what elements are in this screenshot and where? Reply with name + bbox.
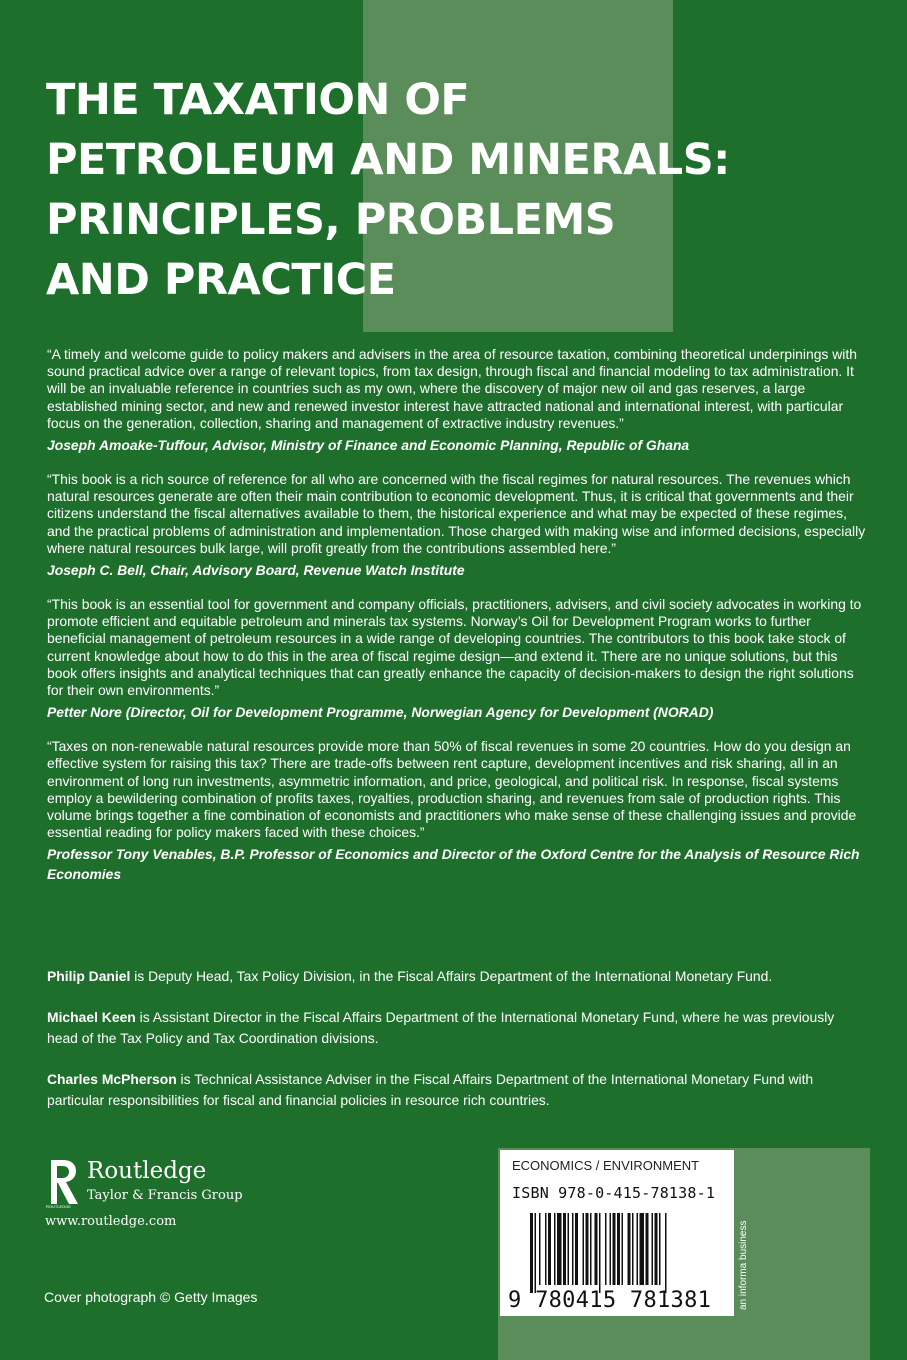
barcode-bar	[568, 1213, 570, 1285]
endorsement-text: “This book is a rich source of reference for all who are concerned with the fiscal regimes for natural resources. The revenues which natural resources generate are often their main contribution to economic development. Thus, it is critical that governments and their citizens understand the fiscal alternatives available to them, the historical experience and what may be expected of these regimes, and the practical problems of administration and implementation. Those charged with making wise and informed decisions, especially where natural resources bulk large, will profit greatly from the contributions assembled here.”	[47, 471, 866, 556]
author-bio	[47, 966, 862, 987]
barcode-bar	[590, 1213, 592, 1285]
barcode-bar	[595, 1213, 598, 1285]
author-bio	[47, 1007, 862, 1049]
barcode-bar	[583, 1213, 585, 1285]
barcode-bar	[665, 1213, 667, 1293]
endorsement	[47, 738, 869, 884]
barcode-bar	[545, 1213, 547, 1285]
barcode-bar	[622, 1213, 624, 1285]
endorsement	[47, 596, 869, 722]
barcode-bar	[659, 1213, 661, 1285]
barcode-bar	[557, 1213, 562, 1285]
barcode-bar	[554, 1213, 556, 1285]
barcode-bar	[548, 1213, 551, 1285]
author-name: Philip Daniel	[47, 968, 131, 984]
barcode-bar	[646, 1213, 649, 1285]
endorsement-attribution: Joseph Amoake-Tuffour, Advisor, Ministry of Finance and Economic Planning, Republic of Ghana	[47, 437, 690, 454]
cover-credit: Cover photograph © Getty Images	[44, 1289, 258, 1305]
barcode-bar	[599, 1213, 601, 1293]
barcode-bar	[530, 1213, 533, 1293]
subject-category: ECONOMICS / ENVIRONMENT	[512, 1158, 700, 1173]
title-line: AND PRACTICE	[46, 255, 396, 305]
barcode-bar	[613, 1213, 616, 1285]
barcode-digits: 9 780415 781381	[508, 1288, 712, 1313]
publisher-group: Taylor & Francis Group	[87, 1188, 243, 1203]
author-description: is Deputy Head, Tax Policy Division, in the Fiscal Affairs Department of the International Monetary Fund.	[130, 968, 773, 984]
isbn-number: ISBN 978-0-415-78138-1	[512, 1184, 716, 1202]
barcode-bar	[572, 1213, 574, 1285]
endorsement-attribution: Professor Tony Venables, B.P. Professor of Economics and Director of the Oxford Centre for the Analysis of Resource Rich Economies	[47, 846, 860, 883]
barcode-bar	[632, 1213, 634, 1285]
barcode-bar	[586, 1213, 589, 1285]
barcode	[530, 1213, 715, 1293]
logo-wordmark: ROUTLEDGE	[46, 1204, 71, 1209]
endorsement-attribution: Joseph C. Bell, Chair, Advisory Board, Revenue Watch Institute	[47, 562, 465, 579]
endorsement	[47, 471, 869, 580]
barcode-bar	[575, 1213, 578, 1285]
barcode-bar	[539, 1213, 541, 1285]
endorsement-attribution: Petter Nore (Director, Oil for Development Programme, Norwegian Agency for Development (NORAD)	[47, 704, 714, 721]
publisher-name: Routledge	[87, 1158, 207, 1184]
author-bios	[47, 966, 862, 1131]
barcode-bar	[640, 1213, 645, 1285]
endorsement-text: “A timely and welcome guide to policy makers and advisers in the area of resource taxation, combining theoretical underpinings with sound practical advice over a range of relevant topics, from tax design, through fiscal and financial modeling to tax administration. It will be an invaluable reference in countries such as my own, where the discovery of major new oil and gas reserves, a large established mining sector, and new and renewed investor interest have attracted national and international interest, with particular focus on the generation, collection, sharing and management of extractive industry revenues.”	[47, 346, 857, 431]
author-description: is Technical Assistance Adviser in the Fiscal Affairs Department of the International Monetary Fund with particular responsibilities for fiscal and financial policies in resource rich countries.	[47, 1071, 814, 1108]
endorsement-text: “This book is an essential tool for government and company officials, practitioners, advisers, and civil society advocates in working to promote efficient and equitable petroleum and minerals tax systems. Norway’s Oil for Development Program works to further beneficial management of petroleum resources in a wide range of developing countries. The contributors to this book take stock of current knowledge about how to do this in the area of fiscal regime design—and extend it. There are no unique solutions, but this book offers insights and analytical techniques that can greatly enhance the capacity of decision-makers to design the right solutions for their own environments.”	[47, 596, 862, 699]
author-name: Charles McPherson	[47, 1071, 177, 1087]
book-title	[46, 70, 866, 310]
barcode-bar	[617, 1213, 620, 1285]
title-line: PETROLEUM AND MINERALS:	[46, 135, 730, 185]
routledge-logo-icon	[45, 1158, 79, 1210]
barcode-bar	[605, 1213, 607, 1285]
title-line: PRINCIPLES, PROBLEMS	[46, 195, 616, 245]
barcode-bar	[628, 1213, 631, 1285]
barcode-box	[500, 1150, 734, 1316]
author-name: Michael Keen	[47, 1009, 136, 1025]
barcode-bar	[610, 1213, 612, 1285]
publisher-block	[45, 1158, 305, 1229]
barcode-bar	[563, 1213, 566, 1285]
endorsements	[47, 346, 869, 900]
title-line: THE TAXATION OF	[46, 75, 470, 125]
publisher-url[interactable]: www.routledge.com	[45, 1214, 177, 1229]
endorsement-text: “Taxes on non-renewable natural resources provide more than 50% of fiscal revenues in some 20 countries. How do you design an effective system for raising this tax? There are trade-offs between rent capture, development incentives and risk sharing, all in an environment of long run investments, asymmetric information, and price, geological, and political risk. In response, fiscal systems employ a bewildering combination of profits taxes, royalties, production sharing, and revenues from sale of production rights. This volume brings together a fine combination of economists and practitioners who make sense of these challenging issues and provide essential reading for policy makers faced with these choices.”	[47, 738, 857, 841]
barcode-bar	[637, 1213, 639, 1285]
author-bio	[47, 1069, 862, 1111]
barcode-bar	[652, 1213, 654, 1285]
author-description: is Assistant Director in the Fiscal Affairs Department of the International Monetary Fund, where he was previously head of the Tax Policy and Tax Coordination divisions.	[47, 1009, 835, 1046]
endorsement	[47, 346, 869, 455]
barcode-bar	[535, 1213, 537, 1293]
informa-tagline: an informa business	[738, 1220, 749, 1310]
barcode-bar	[655, 1213, 658, 1285]
